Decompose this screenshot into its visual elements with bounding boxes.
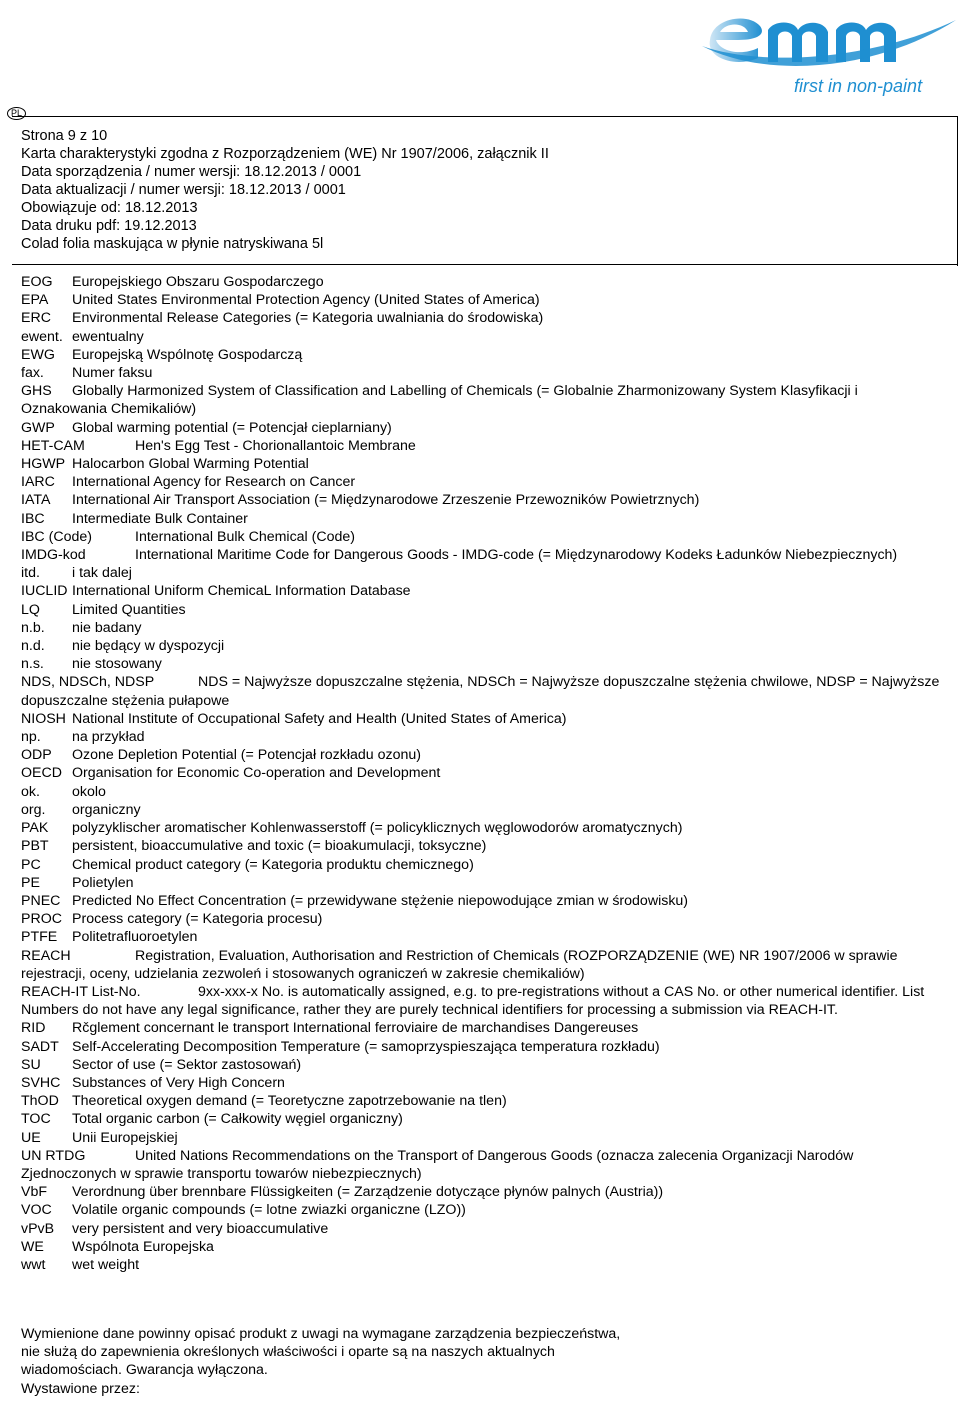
glossary-def: Theoretical oxygen demand (= Teoretyczne zapotrzebowanie na tlen) [72, 1093, 507, 1110]
glossary-def: Hen's Egg Test - Chorionallantoic Membrane [135, 437, 416, 454]
glossary-def: ewentualny [72, 328, 144, 345]
glossary-row [21, 1147, 941, 1183]
glossary-row [21, 601, 941, 619]
glossary-def: Volatile organic compounds (= lotne zwiazki organiczne (LZO)) [72, 1202, 466, 1219]
glossary-row [21, 764, 941, 782]
glossary-abbr: GWP [21, 419, 55, 436]
glossary-abbr: VOC [21, 1202, 52, 1219]
glossary-def: Predicted No Effect Concentration (= przewidywane stężenie niepowodujące zmian w środowisku) [72, 892, 689, 909]
glossary-def: Globally Harmonized System of Classification and Labelling of Chemicals (= Globalnie Zharmonizowany System Klasyfikacji i Oznakowania Chemikaliów) [21, 383, 858, 418]
glossary-row [21, 455, 941, 473]
glossary-row [21, 1056, 941, 1074]
glossary-row [21, 437, 941, 455]
glossary-abbr: UN RTDG [21, 1147, 86, 1164]
glossary-def: Sector of use (= Sektor zastosowań) [72, 1056, 302, 1073]
glossary-abbr: n.s. [21, 656, 44, 673]
glossary-row [21, 1092, 941, 1110]
glossary-row [21, 328, 941, 346]
glossary-def: Process category (= Kategoria procesu) [72, 911, 323, 928]
glossary-row [21, 546, 941, 564]
frame-right-border [957, 116, 958, 266]
glossary-abbr: SVHC [21, 1074, 61, 1091]
glossary-abbr: IBC (Code) [21, 528, 92, 545]
glossary-row [21, 783, 941, 801]
glossary-abbr: HET-CAM [21, 437, 85, 454]
glossary-row [21, 564, 941, 582]
logo-tagline: first in non-paint [794, 76, 923, 96]
glossary-abbr: PC [21, 856, 41, 873]
glossary-abbr: RID [21, 1020, 46, 1037]
glossary-row [21, 728, 941, 746]
effective-date: Obowiązuje od: 18.12.2013 [21, 200, 198, 216]
glossary-def: Europejską Wspólnotę Gospodarczą [72, 346, 303, 363]
glossary-def: organiczny [72, 801, 141, 818]
glossary-row [21, 1201, 941, 1219]
glossary-def: Rčglement concernant le transport International ferroviaire de marchandises Dangereuses [72, 1020, 639, 1037]
glossary-def: Global warming potential (= Potencjał cieplarniany) [72, 419, 392, 436]
glossary-def: International Air Transport Association (= Międzynarodowe Zrzeszenie Przewozników Powietrznych) [72, 492, 700, 509]
glossary-row [21, 1038, 941, 1056]
glossary-row [21, 746, 941, 764]
glossary-abbr: IARC [21, 474, 55, 491]
glossary-abbr: REACH [21, 947, 71, 964]
glossary-row [21, 1074, 941, 1092]
glossary-def: nie stosowany [72, 656, 162, 673]
glossary-abbr: VbF [21, 1184, 48, 1201]
glossary-def: Halocarbon Global Warming Potential [72, 456, 309, 473]
glossary-def: nie badany [72, 619, 142, 636]
glossary-row [21, 582, 941, 600]
glossary-abbr: PBT [21, 838, 49, 855]
glossary-abbr: wwt [21, 1256, 46, 1273]
glossary-def: okolo [72, 783, 106, 800]
glossary-def: Registration, Evaluation, Authorisation and Restriction of Chemicals (ROZPORZĄDZENIE (WE) NR 1907/2006 w sprawie rejestracji, oceny, udzielania zezwoleń i stosowanych ograniczeń w zakresie chemikaliów) [21, 947, 898, 982]
glossary-row [21, 619, 941, 637]
glossary-row [21, 1220, 941, 1238]
glossary-abbr: PAK [21, 820, 49, 837]
glossary-abbr: UE [21, 1129, 41, 1146]
glossary-abbr: ERC [21, 310, 51, 327]
glossary-abbr: WE [21, 1238, 44, 1255]
glossary-abbr: OECD [21, 765, 62, 782]
glossary-row [21, 710, 941, 728]
glossary-row [21, 364, 941, 382]
disclaimer-line: wiadomościach. Gwarancja wyłączona. [21, 1362, 268, 1379]
glossary-abbr: GHS [21, 383, 52, 400]
glossary-def: Substances of Very High Concern [72, 1074, 285, 1091]
glossary-abbr: EWG [21, 346, 55, 363]
glossary-row [21, 947, 941, 983]
glossary-abbr: n.d. [21, 638, 45, 655]
glossary-def: Intermediate Bulk Container [72, 510, 248, 527]
glossary-row [21, 1238, 941, 1256]
glossary-row [21, 801, 941, 819]
glossary-row [21, 892, 941, 910]
glossary-def: wet weight [72, 1256, 140, 1273]
glossary-def: Total organic carbon (= Całkowity węgiel organiczny) [72, 1111, 403, 1128]
emm-logo [698, 0, 960, 100]
glossary-row [21, 1256, 941, 1274]
glossary-row [21, 819, 941, 837]
glossary-def: Self-Accelerating Decomposition Temperature (= samoprzyspieszająca temperatura rozkładu) [72, 1038, 660, 1055]
glossary-row [21, 928, 941, 946]
glossary-def: Verordnung über brennbare Flüssigkeiten (= Zarządzenie dotyczące płynów palnych (Austria)) [72, 1184, 664, 1201]
glossary-row [21, 637, 941, 655]
glossary-abbr: IMDG-kod [21, 547, 86, 564]
issued-by-label: Wystawione przez: [21, 1380, 140, 1397]
glossary-abbr: org. [21, 801, 46, 818]
product-name: Colad folia maskująca w płynie natryskiwana 5l [21, 236, 324, 252]
glossary-def: Ozone Depletion Potential (= Potencjał rozkładu ozonu) [72, 747, 421, 764]
glossary-row [21, 510, 941, 528]
disclaimer-line: Wymienione dane powinny opisać produkt z uwagi na wymagane zarządzenia bezpieczeństwa, [21, 1326, 621, 1342]
creation-date: Data sporządzenia / numer wersji: 18.12.2013 / 0001 [21, 164, 362, 180]
glossary-row [21, 856, 941, 874]
glossary-abbr: ODP [21, 747, 52, 764]
glossary-abbr: EPA [21, 292, 49, 309]
update-date: Data aktualizacji / numer wersji: 18.12.2013 / 0001 [21, 182, 346, 198]
glossary-def: Politetrafluoroetylen [72, 929, 198, 946]
glossary-def: polyzyklischer aromatischer Kohlenwasserstoff (= policyklicznych węglowodorów aromatycznych) [72, 820, 683, 837]
glossary-def: Chemical product category (= Kategoria produktu chemicznego) [72, 856, 474, 873]
glossary-def: Unii Europejskiej [72, 1129, 178, 1146]
glossary-abbr: vPvB [21, 1220, 55, 1237]
document-header [21, 127, 941, 253]
disclaimer [21, 1325, 721, 1398]
frame-top-border [12, 116, 957, 117]
glossary-def: Europejskiego Obszaru Gospodarczego [72, 274, 324, 290]
glossary-abbr: IUCLID [21, 583, 68, 600]
glossary-def: International Uniform ChemicaL Information Database [72, 583, 411, 600]
glossary-abbr: TOC [21, 1111, 51, 1128]
print-date: Data druku pdf: 19.12.2013 [21, 218, 197, 234]
header-separator [12, 264, 957, 265]
glossary-row [21, 837, 941, 855]
glossary-abbr: SADT [21, 1038, 59, 1055]
glossary-row [21, 346, 941, 364]
glossary-abbr: np. [21, 729, 41, 746]
glossary-abbr: IBC [21, 510, 45, 527]
glossary-abbr: PNEC [21, 892, 61, 909]
glossary-row [21, 1019, 941, 1037]
glossary-abbr: PE [21, 874, 40, 891]
glossary-row [21, 309, 941, 327]
glossary-def: United States Environmental Protection Agency (United States of America) [72, 292, 540, 309]
glossary-def: Numer faksu [72, 365, 153, 382]
glossary-abbr: ewent. [21, 328, 63, 345]
glossary-abbr: IATA [21, 492, 51, 509]
glossary-abbr: fax. [21, 365, 44, 382]
disclaimer-line: nie służą do zapewnienia określonych właściwości i oparte są na naszych aktualnych [21, 1344, 555, 1361]
glossary-abbr: ThOD [21, 1093, 59, 1110]
glossary-row [21, 491, 941, 509]
glossary-row [21, 382, 941, 418]
glossary-row [21, 291, 941, 309]
glossary-row [21, 874, 941, 892]
glossary-abbr: PROC [21, 911, 62, 928]
glossary-def: United Nations Recommendations on the Transport of Dangerous Goods (oznacza zalecenia Organizacji Narodów Zjednoczonych w sprawie transportu towarów niebezpiecznych) [21, 1147, 854, 1182]
glossary-abbr: n.b. [21, 619, 45, 636]
glossary-abbr: itd. [21, 565, 40, 582]
glossary-def: na przykład [72, 729, 145, 746]
glossary-row [21, 1129, 941, 1147]
glossary-def: International Bulk Chemical (Code) [135, 528, 356, 545]
glossary-abbr: SU [21, 1056, 41, 1073]
glossary-def: nie będący w dyspozycji [72, 638, 225, 655]
glossary-def: 9xx-xxx-x No. is automatically assigned, e.g. to pre-registrations without a CAS No. or other numerical identifier. List Numbers do not have any legal significance, rather they are purely technical identifiers for processing a submission via REACH-IT. [21, 983, 925, 1019]
glossary-abbr: REACH-IT List-No. [21, 983, 141, 1000]
glossary-def: National Institute of Occupational Safety and Health (United States of America) [72, 710, 567, 727]
glossary-def: Polietylen [72, 874, 134, 891]
glossary-abbr: NIOSH [21, 710, 66, 727]
glossary-def: Wspólnota Europejska [72, 1238, 214, 1255]
glossary-def: International Maritime Code for Dangerous Goods - IMDG-code (= Międzynarodowy Kodeks Ładunków Niebezpiecznych) [135, 547, 898, 564]
glossary-abbr: ok. [21, 783, 40, 800]
glossary-def: Organisation for Economic Co-operation and Development [72, 765, 441, 782]
glossary-row [21, 273, 941, 291]
glossary-row [21, 419, 941, 437]
emm-logo-mark [698, 0, 960, 100]
glossary-abbr: NDS, NDSCh, NDSP [21, 674, 155, 691]
glossary-row [21, 473, 941, 491]
glossary-row [21, 655, 941, 673]
glossary-abbr: EOG [21, 274, 53, 290]
glossary-def: NDS = Najwyższe dopuszczalne stężenia, NDSCh = Najwyższe dopuszczalne stężenia chwilowe, NDSP = Najwyższe dopuszczalne stężenia pułapowe [21, 674, 940, 709]
glossary-row [21, 983, 941, 1019]
document-title: Karta charakterystyki zgodna z Rozporządzeniem (WE) Nr 1907/2006, załącznik II [21, 146, 549, 162]
glossary-def: International Agency for Research on Cancer [72, 474, 356, 491]
glossary-def: Limited Quantities [72, 601, 186, 618]
glossary-row [21, 673, 941, 709]
glossary-abbr: PTFE [21, 929, 58, 946]
abbreviation-glossary [21, 273, 941, 1274]
glossary-row [21, 910, 941, 928]
glossary-abbr: LQ [21, 601, 40, 618]
glossary-row [21, 528, 941, 546]
glossary-def: persistent, bioaccumulative and toxic (= bioakumulacji, toksyczne) [72, 838, 487, 855]
glossary-def: Environmental Release Categories (= Kategoria uwalniania do środowiska) [72, 310, 544, 327]
glossary-abbr: HGWP [21, 456, 66, 473]
glossary-def: i tak dalej [72, 565, 132, 582]
glossary-def: very persistent and very bioaccumulative [72, 1220, 329, 1237]
page-number: Strona 9 z 10 [21, 128, 108, 144]
glossary-row [21, 1110, 941, 1128]
language-badge: PL [7, 107, 26, 120]
glossary-row [21, 1183, 941, 1201]
